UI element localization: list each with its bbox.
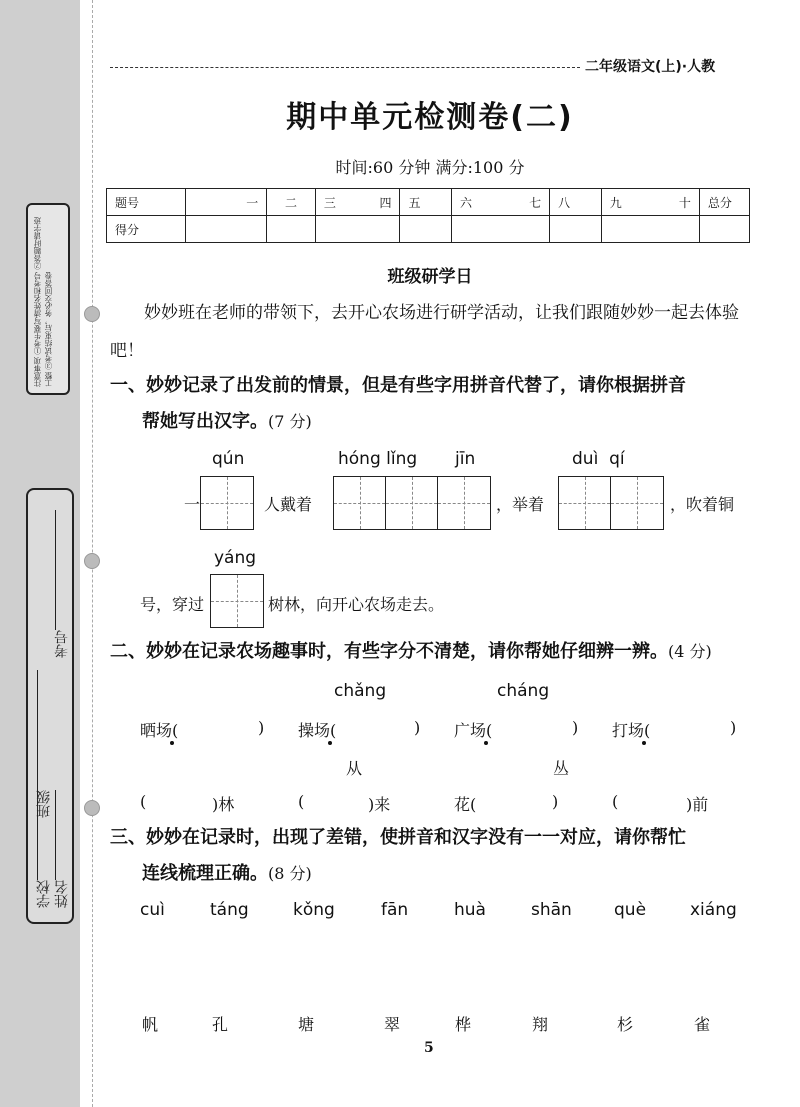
col-1: 一 (246, 195, 259, 210)
pinyin-item[interactable]: táng (210, 900, 249, 920)
char-item[interactable]: 桦 (455, 1015, 472, 1034)
q3-line1: 三、妙妙在记录时，出现了差错，使拼音和汉字没有一一对应，请你帮忙 (110, 827, 686, 848)
story-title: 班级研学日 (387, 267, 473, 287)
q2-line: 二、妙妙在记录农场趣事时，有些字分不清楚，请你帮她仔细辨一辨。 (110, 641, 668, 662)
col-3: 三 (323, 195, 336, 210)
answer-box-honglingjin[interactable] (333, 476, 491, 530)
school-label: 学校 (36, 880, 52, 908)
word-lin: )林 (212, 795, 235, 814)
word-guangchang: 广场( (454, 721, 493, 740)
char-cell[interactable] (438, 477, 490, 529)
row-label-number: 题号 (107, 189, 186, 216)
char-cell[interactable] (211, 575, 263, 627)
subject-label: 二年级语文(上)·人教 (585, 59, 716, 75)
col-6: 六 (460, 195, 473, 210)
pinyin-chang2: cháng (497, 681, 550, 701)
pinyin-chang3: chǎng (334, 681, 387, 701)
blank-close: ) (552, 792, 559, 811)
pinyin-jin: jīn (455, 449, 476, 469)
q3-line2: 连线梳理正确。 (142, 863, 268, 884)
answer-box-yang[interactable] (210, 574, 264, 628)
score-table-score-row (107, 216, 750, 243)
binding-hole (84, 306, 100, 322)
pinyin-item[interactable]: shān (531, 900, 572, 920)
pinyin-qun: qún (212, 449, 245, 469)
notice-text: 注意事项 ①考生要写清姓名和考号 ②答题时请字迹工整 ③考试结束后，务必交回答卷 (33, 217, 53, 387)
char-cell[interactable] (611, 477, 663, 529)
score-col-pair-2 (315, 189, 400, 216)
notice-box (26, 203, 70, 395)
exam-no-field[interactable] (52, 510, 72, 658)
emphasis-dot (328, 741, 332, 745)
school-field[interactable] (34, 790, 54, 908)
paren-close: ) (414, 718, 421, 737)
char-item[interactable]: 杉 (617, 1015, 634, 1034)
question-3 (110, 820, 760, 892)
char-item[interactable]: 翔 (532, 1015, 549, 1034)
score-col-pair-4 (601, 189, 699, 216)
q1-text-d: 号，穿过 (140, 595, 205, 614)
blank-open: ( (298, 792, 305, 811)
col-7: 七 (529, 195, 542, 210)
q1-points: (7 分) (268, 412, 312, 431)
question-1 (110, 368, 760, 440)
pinyin-hongling: hóng lǐng (338, 449, 418, 469)
binding-hole (84, 800, 100, 816)
char-cong: 从 (346, 759, 363, 778)
word-lai: )来 (368, 795, 391, 814)
score-cell[interactable] (185, 216, 267, 243)
row-label-score: 得分 (107, 216, 186, 243)
q1-line1: 一、妙妙记录了出发前的情景，但是有些字用拼音代替了，请你根据拼音 (110, 375, 686, 396)
q1-text-e: 树林，向开心农场走去。 (268, 595, 445, 614)
col-total: 总分 (699, 189, 749, 216)
class-label: 班级 (36, 790, 52, 818)
pinyin-yang: yáng (214, 548, 257, 568)
binding-hole (84, 553, 100, 569)
emphasis-dot (484, 741, 488, 745)
score-col-pair-3 (452, 189, 550, 216)
emphasis-dot (642, 741, 646, 745)
pinyin-item[interactable]: kǒng (293, 900, 335, 920)
pinyin-item[interactable]: xiáng (690, 900, 737, 920)
score-cell[interactable] (550, 216, 602, 243)
pinyin-item[interactable]: cuì (140, 900, 165, 920)
q1-text-a: 人戴着 (264, 495, 313, 514)
q1-text-yi: 一 (184, 495, 201, 514)
char-cong2: 丛 (553, 759, 570, 778)
page-number: 5 (424, 1040, 434, 1056)
answer-box-qun[interactable] (200, 476, 254, 530)
student-info-box (26, 488, 74, 924)
char-cell[interactable] (559, 477, 611, 529)
name-line (56, 790, 57, 880)
exam-info: 时间:60 分钟 满分:100 分 (335, 158, 525, 177)
score-cell[interactable] (267, 216, 316, 243)
score-cell[interactable] (315, 216, 400, 243)
score-table (106, 188, 750, 243)
q3-points: (8 分) (268, 864, 312, 883)
pinyin-item[interactable]: què (614, 900, 647, 920)
class-line (38, 670, 39, 790)
col-10: 十 (678, 195, 691, 210)
char-item[interactable]: 雀 (694, 1015, 711, 1034)
score-col-pair-1 (185, 189, 267, 216)
char-item[interactable]: 帆 (142, 1015, 159, 1034)
intro-paragraph: 妙妙班在老师的带领下，去开心农场进行研学活动，让我们跟随妙妙一起去体验吧！ (110, 303, 739, 361)
q1-text-b: ，举着 (496, 495, 545, 514)
word-hua: 花( (454, 795, 477, 814)
blank-open: ( (612, 792, 619, 811)
score-cell[interactable] (699, 216, 749, 243)
char-item[interactable]: 翠 (384, 1015, 401, 1034)
char-cell[interactable] (334, 477, 386, 529)
pinyin-item[interactable]: fān (381, 900, 409, 920)
paren-close: ) (572, 718, 579, 737)
word-caochang: 操场( (298, 721, 337, 740)
q1-text-c: ，吹着铜 (670, 495, 735, 514)
exam-no-label: 考号 (54, 630, 70, 658)
paren-close: ) (258, 718, 265, 737)
page-title: 期中单元检测卷(二) (286, 100, 574, 135)
word-qian: )前 (686, 795, 709, 814)
col-9: 九 (609, 195, 622, 210)
col-8: 八 (550, 189, 602, 216)
score-cell[interactable] (452, 216, 550, 243)
blank-open: ( (140, 792, 147, 811)
exam-no-line (56, 510, 57, 630)
char-item[interactable]: 孔 (212, 1015, 229, 1034)
word-shaichang: 晒场( (140, 721, 179, 740)
col-5: 五 (400, 189, 452, 216)
q1-line2: 帮她写出汉字。 (142, 411, 268, 432)
pinyin-duiqi: duì qí (572, 449, 625, 469)
score-cell[interactable] (601, 216, 699, 243)
question-2 (110, 634, 770, 670)
score-cell[interactable] (400, 216, 452, 243)
col-2: 二 (267, 189, 316, 216)
word-dachang: 打场( (612, 721, 651, 740)
school-line (38, 790, 39, 880)
char-item[interactable]: 塘 (298, 1015, 315, 1034)
pinyin-item[interactable]: huà (454, 900, 486, 920)
emphasis-dot (170, 741, 174, 745)
score-table-header-row (107, 189, 750, 216)
char-cell[interactable] (386, 477, 438, 529)
name-label: 姓名 (54, 880, 70, 908)
header-dashes (110, 67, 580, 68)
paren-close: ) (730, 718, 737, 737)
char-cell[interactable] (201, 477, 253, 529)
col-4: 四 (379, 195, 392, 210)
answer-box-duiqi[interactable] (558, 476, 664, 530)
q2-points: (4 分) (668, 642, 712, 661)
name-field[interactable] (52, 790, 72, 908)
